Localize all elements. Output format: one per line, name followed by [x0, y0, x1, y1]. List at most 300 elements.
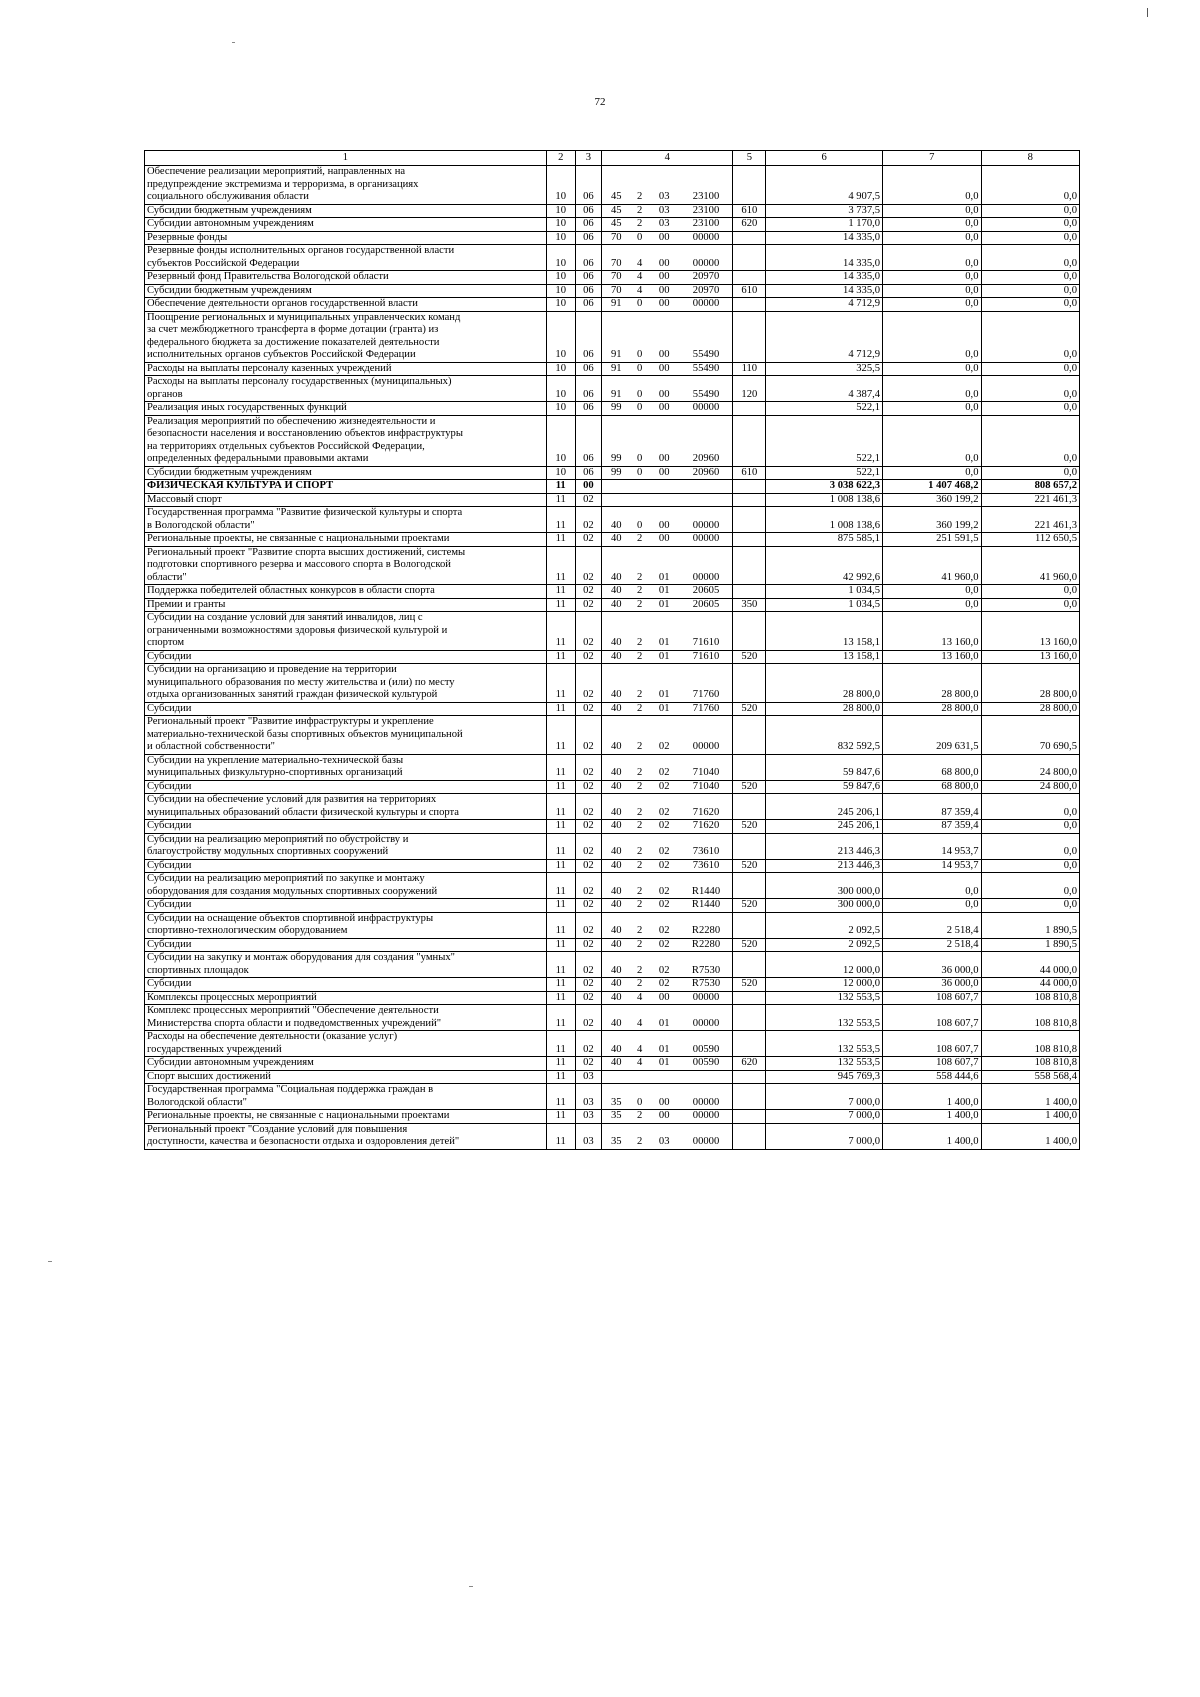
- amount-year-1: 14 335,0: [766, 245, 883, 271]
- amount-year-1: 12 000,0: [766, 978, 883, 992]
- amount-year-3: 1 400,0: [981, 1084, 1080, 1110]
- target-article-program: 40: [602, 650, 631, 664]
- amount-year-2: 0,0: [883, 218, 981, 232]
- amount-year-3: 0,0: [981, 466, 1080, 480]
- section-code: 11: [546, 1110, 575, 1124]
- subsection-code: 06: [575, 376, 602, 402]
- amount-year-1: 875 585,1: [766, 533, 883, 547]
- table-row: [145, 650, 1080, 664]
- table-row: [145, 204, 1080, 218]
- amount-year-3: 0,0: [981, 166, 1080, 205]
- target-article-program: 40: [602, 899, 631, 913]
- target-article-program: 45: [602, 218, 631, 232]
- amount-year-2: 1 400,0: [883, 1110, 981, 1124]
- amount-year-3: 108 810,8: [981, 1057, 1080, 1071]
- amount-year-3: 1 400,0: [981, 1110, 1080, 1124]
- table-row: [145, 1084, 1080, 1110]
- target-article-event: 00: [649, 231, 680, 245]
- row-name: Поощрение региональных и муниципальных управленческих команд за счет межбюджетного трансферта в форме дотации (гранта) из федерального бюджета за достижение показателей деятельности исполнительных органов субъектов Российской Федерации: [145, 311, 547, 362]
- amount-year-1: 325,5: [766, 362, 883, 376]
- amount-year-3: 0,0: [981, 284, 1080, 298]
- table-row: [145, 546, 1080, 585]
- row-name: Реализация мероприятий по обеспечению жизнедеятельности и безопасности населения и восстановлению объектов инфраструктуры на территориях отдельных субъектов Российской Федерации, определенных федеральными правовыми актами: [145, 415, 547, 466]
- target-article-direction: 73610: [680, 859, 733, 873]
- amount-year-1: 42 992,6: [766, 546, 883, 585]
- target-article-direction: 71610: [680, 612, 733, 651]
- amount-year-1: 28 800,0: [766, 702, 883, 716]
- amount-year-3: 24 800,0: [981, 754, 1080, 780]
- table-row: [145, 664, 1080, 703]
- target-article-direction: 00000: [680, 546, 733, 585]
- target-article-program: 40: [602, 507, 631, 533]
- amount-year-2: 87 359,4: [883, 794, 981, 820]
- target-article-program: 40: [602, 1057, 631, 1071]
- section-code: 11: [546, 978, 575, 992]
- target-article-type: [630, 1070, 648, 1084]
- target-article-event: 00: [649, 298, 680, 312]
- target-article-program: 45: [602, 166, 631, 205]
- table-row: [145, 859, 1080, 873]
- table-row: [145, 1123, 1080, 1149]
- section-code: 11: [546, 1084, 575, 1110]
- target-article-program: 40: [602, 978, 631, 992]
- amount-year-1: 213 446,3: [766, 859, 883, 873]
- column-header: 3: [575, 151, 602, 166]
- target-article-event: 02: [649, 859, 680, 873]
- amount-year-2: 360 199,2: [883, 493, 981, 507]
- amount-year-1: 3 038 622,3: [766, 480, 883, 494]
- amount-year-2: 0,0: [883, 873, 981, 899]
- row-name: Государственная программа "Развитие физической культуры и спорта в Вологодской области": [145, 507, 547, 533]
- amount-year-1: 12 000,0: [766, 952, 883, 978]
- expense-type-code: [733, 912, 766, 938]
- row-name: Региональный проект "Развитие инфраструктуры и укрепление материально-технической базы спортивных объектов муниципальной и областной собственности": [145, 716, 547, 755]
- target-article-direction: 71620: [680, 820, 733, 834]
- section-code: 11: [546, 598, 575, 612]
- target-article-event: 03: [649, 218, 680, 232]
- column-header: 2: [546, 151, 575, 166]
- section-code: 11: [546, 1031, 575, 1057]
- amount-year-3: 808 657,2: [981, 480, 1080, 494]
- amount-year-2: 0,0: [883, 466, 981, 480]
- subsection-code: 06: [575, 284, 602, 298]
- expense-type-code: 520: [733, 938, 766, 952]
- row-name: Субсидии бюджетным учреждениям: [145, 284, 547, 298]
- target-article-program: 40: [602, 873, 631, 899]
- subsection-code: 06: [575, 298, 602, 312]
- column-header: 6: [766, 151, 883, 166]
- expense-type-code: 520: [733, 978, 766, 992]
- budget-table-sheet: [144, 150, 1080, 1150]
- target-article-direction: 71040: [680, 780, 733, 794]
- target-article-program: 70: [602, 284, 631, 298]
- amount-year-3: 0,0: [981, 899, 1080, 913]
- amount-year-3: 1 890,5: [981, 912, 1080, 938]
- target-article-program: 40: [602, 612, 631, 651]
- target-article-type: 4: [630, 1057, 648, 1071]
- row-name: Спорт высших достижений: [145, 1070, 547, 1084]
- subsection-code: 02: [575, 664, 602, 703]
- expense-type-code: 110: [733, 362, 766, 376]
- amount-year-3: 0,0: [981, 298, 1080, 312]
- target-article-type: 2: [630, 794, 648, 820]
- expense-type-code: [733, 493, 766, 507]
- target-article-direction: R2280: [680, 938, 733, 952]
- section-code: 11: [546, 938, 575, 952]
- target-article-direction: [680, 1070, 733, 1084]
- target-article-event: 00: [649, 991, 680, 1005]
- expense-type-code: [733, 231, 766, 245]
- target-article-type: 2: [630, 533, 648, 547]
- row-name: Субсидии на закупку и монтаж оборудования для создания "умных" спортивных площадок: [145, 952, 547, 978]
- target-article-event: 01: [649, 650, 680, 664]
- amount-year-3: 0,0: [981, 218, 1080, 232]
- target-article-program: 40: [602, 938, 631, 952]
- subsection-code: 06: [575, 415, 602, 466]
- column-header: 1: [145, 151, 547, 166]
- row-name: Премии и гранты: [145, 598, 547, 612]
- section-code: 10: [546, 271, 575, 285]
- target-article-program: [602, 493, 631, 507]
- amount-year-3: 1 400,0: [981, 1123, 1080, 1149]
- expense-type-code: 620: [733, 1057, 766, 1071]
- table-row: [145, 231, 1080, 245]
- amount-year-2: 14 953,7: [883, 859, 981, 873]
- row-name: Субсидии на реализацию мероприятий по обустройству и благоустройству модульных спортивных сооружений: [145, 833, 547, 859]
- section-code: 10: [546, 402, 575, 416]
- table-row: [145, 702, 1080, 716]
- target-article-direction: 20605: [680, 585, 733, 599]
- section-code: 10: [546, 231, 575, 245]
- table-row: [145, 899, 1080, 913]
- section-code: 11: [546, 650, 575, 664]
- amount-year-2: 0,0: [883, 598, 981, 612]
- target-article-type: 2: [630, 598, 648, 612]
- target-article-type: 2: [630, 1110, 648, 1124]
- scan-mark: [469, 1586, 473, 1587]
- target-article-type: 2: [630, 873, 648, 899]
- target-article-type: 2: [630, 978, 648, 992]
- amount-year-2: 0,0: [883, 376, 981, 402]
- target-article-direction: R1440: [680, 873, 733, 899]
- row-name: Региональный проект "Создание условий для повышения доступности, качества и безопасности отдыха и оздоровления детей": [145, 1123, 547, 1149]
- table-row: [145, 480, 1080, 494]
- amount-year-1: 945 769,3: [766, 1070, 883, 1084]
- target-article-direction: 23100: [680, 218, 733, 232]
- section-code: 11: [546, 780, 575, 794]
- table-row: [145, 311, 1080, 362]
- row-name: Резервный фонд Правительства Вологодской области: [145, 271, 547, 285]
- amount-year-1: 1 034,5: [766, 598, 883, 612]
- target-article-event: 03: [649, 204, 680, 218]
- expense-type-code: 120: [733, 376, 766, 402]
- target-article-program: 91: [602, 362, 631, 376]
- subsection-code: 02: [575, 507, 602, 533]
- table-row: [145, 1070, 1080, 1084]
- amount-year-2: 1 400,0: [883, 1084, 981, 1110]
- amount-year-1: 7 000,0: [766, 1084, 883, 1110]
- target-article-direction: 20970: [680, 284, 733, 298]
- target-article-program: 99: [602, 415, 631, 466]
- target-article-type: 0: [630, 231, 648, 245]
- amount-year-2: 28 800,0: [883, 702, 981, 716]
- target-article-type: 2: [630, 833, 648, 859]
- table-row: [145, 780, 1080, 794]
- amount-year-1: 300 000,0: [766, 873, 883, 899]
- target-article-event: 02: [649, 912, 680, 938]
- scan-mark: [1147, 8, 1148, 17]
- amount-year-2: 0,0: [883, 284, 981, 298]
- target-article-direction: [680, 480, 733, 494]
- subsection-code: 02: [575, 820, 602, 834]
- amount-year-1: 522,1: [766, 466, 883, 480]
- amount-year-2: 0,0: [883, 271, 981, 285]
- target-article-type: 2: [630, 546, 648, 585]
- amount-year-1: 14 335,0: [766, 231, 883, 245]
- subsection-code: 02: [575, 794, 602, 820]
- table-row: [145, 952, 1080, 978]
- row-name: Расходы на обеспечение деятельности (оказание услуг) государственных учреждений: [145, 1031, 547, 1057]
- row-name: Комплексы процессных мероприятий: [145, 991, 547, 1005]
- target-article-type: 0: [630, 402, 648, 416]
- table-row: [145, 466, 1080, 480]
- subsection-code: 02: [575, 899, 602, 913]
- target-article-direction: 71620: [680, 794, 733, 820]
- amount-year-3: 44 000,0: [981, 978, 1080, 992]
- amount-year-1: 522,1: [766, 415, 883, 466]
- amount-year-1: 3 737,5: [766, 204, 883, 218]
- row-name: Резервные фонды исполнительных органов государственной власти субъектов Российской Федерации: [145, 245, 547, 271]
- target-article-event: 02: [649, 873, 680, 899]
- table-row: [145, 754, 1080, 780]
- column-header: 5: [733, 151, 766, 166]
- expense-type-code: [733, 794, 766, 820]
- target-article-program: 45: [602, 204, 631, 218]
- target-article-type: 2: [630, 780, 648, 794]
- target-article-program: 40: [602, 780, 631, 794]
- target-article-program: [602, 1070, 631, 1084]
- target-article-direction: 71760: [680, 664, 733, 703]
- row-name: Субсидии: [145, 702, 547, 716]
- expense-type-code: 620: [733, 218, 766, 232]
- table-row: [145, 507, 1080, 533]
- amount-year-1: 1 034,5: [766, 585, 883, 599]
- subsection-code: 06: [575, 218, 602, 232]
- table-row: [145, 376, 1080, 402]
- target-article-event: 01: [649, 546, 680, 585]
- subsection-code: 03: [575, 1110, 602, 1124]
- expense-type-code: 520: [733, 702, 766, 716]
- subsection-code: 06: [575, 231, 602, 245]
- table-row: [145, 1005, 1080, 1031]
- amount-year-1: 4 907,5: [766, 166, 883, 205]
- target-article-program: 40: [602, 585, 631, 599]
- expense-type-code: 520: [733, 820, 766, 834]
- row-name: Субсидии на обеспечение условий для развития на территориях муниципальных образований области физической культуры и спорта: [145, 794, 547, 820]
- target-article-direction: 00000: [680, 1123, 733, 1149]
- subsection-code: 02: [575, 952, 602, 978]
- target-article-event: 00: [649, 402, 680, 416]
- target-article-direction: 71760: [680, 702, 733, 716]
- row-name: ФИЗИЧЕСКАЯ КУЛЬТУРА И СПОРТ: [145, 480, 547, 494]
- row-name: Комплекс процессных мероприятий "Обеспечение деятельности Министерства спорта области и подведомственных учреждений": [145, 1005, 547, 1031]
- table-row: [145, 1057, 1080, 1071]
- target-article-direction: 71610: [680, 650, 733, 664]
- table-row: [145, 245, 1080, 271]
- row-name: Субсидии на создание условий для занятий инвалидов, лиц с ограниченными возможностями здоровья физической культурой и спортом: [145, 612, 547, 651]
- amount-year-2: 14 953,7: [883, 833, 981, 859]
- amount-year-2: 28 800,0: [883, 664, 981, 703]
- subsection-code: 00: [575, 480, 602, 494]
- section-code: 11: [546, 546, 575, 585]
- amount-year-3: 0,0: [981, 402, 1080, 416]
- amount-year-2: 209 631,5: [883, 716, 981, 755]
- amount-year-1: 132 553,5: [766, 1057, 883, 1071]
- row-name: Субсидии: [145, 859, 547, 873]
- target-article-direction: 00000: [680, 1005, 733, 1031]
- amount-year-1: 28 800,0: [766, 664, 883, 703]
- table-row: [145, 402, 1080, 416]
- target-article-type: 0: [630, 376, 648, 402]
- amount-year-2: 1 407 468,2: [883, 480, 981, 494]
- table-body: [145, 151, 1080, 1150]
- amount-year-3: 24 800,0: [981, 780, 1080, 794]
- table-row: [145, 794, 1080, 820]
- target-article-direction: 00000: [680, 1084, 733, 1110]
- amount-year-1: 245 206,1: [766, 820, 883, 834]
- table-row: [145, 873, 1080, 899]
- target-article-program: 35: [602, 1123, 631, 1149]
- target-article-direction: 00590: [680, 1031, 733, 1057]
- table-row: [145, 598, 1080, 612]
- target-article-direction: R2280: [680, 912, 733, 938]
- table-row: [145, 271, 1080, 285]
- row-name: Региональные проекты, не связанные с национальными проектами: [145, 533, 547, 547]
- amount-year-1: 213 446,3: [766, 833, 883, 859]
- target-article-program: 40: [602, 716, 631, 755]
- target-article-event: 00: [649, 1084, 680, 1110]
- section-code: 10: [546, 298, 575, 312]
- target-article-direction: 00000: [680, 507, 733, 533]
- amount-year-3: 0,0: [981, 820, 1080, 834]
- expense-type-code: 520: [733, 780, 766, 794]
- table-row: [145, 493, 1080, 507]
- amount-year-3: 28 800,0: [981, 702, 1080, 716]
- subsection-code: 02: [575, 585, 602, 599]
- row-name: Субсидии бюджетным учреждениям: [145, 466, 547, 480]
- subsection-code: 02: [575, 873, 602, 899]
- amount-year-2: 0,0: [883, 166, 981, 205]
- expense-type-code: [733, 533, 766, 547]
- amount-year-3: 0,0: [981, 585, 1080, 599]
- section-code: 11: [546, 533, 575, 547]
- target-article-direction: 73610: [680, 833, 733, 859]
- amount-year-2: 108 607,7: [883, 1005, 981, 1031]
- amount-year-3: 0,0: [981, 415, 1080, 466]
- row-name: Субсидии: [145, 899, 547, 913]
- target-article-direction: 55490: [680, 362, 733, 376]
- target-article-event: 01: [649, 612, 680, 651]
- section-code: 10: [546, 204, 575, 218]
- target-article-program: 40: [602, 664, 631, 703]
- target-article-program: 91: [602, 376, 631, 402]
- row-name: Субсидии: [145, 820, 547, 834]
- table-row: [145, 1110, 1080, 1124]
- subsection-code: 03: [575, 1084, 602, 1110]
- subsection-code: 02: [575, 912, 602, 938]
- amount-year-2: 0,0: [883, 204, 981, 218]
- section-code: 11: [546, 833, 575, 859]
- subsection-code: 02: [575, 1005, 602, 1031]
- amount-year-3: 0,0: [981, 859, 1080, 873]
- amount-year-1: 522,1: [766, 402, 883, 416]
- target-article-program: 99: [602, 402, 631, 416]
- target-article-event: 01: [649, 598, 680, 612]
- expense-type-code: 610: [733, 466, 766, 480]
- subsection-code: 02: [575, 1057, 602, 1071]
- subsection-code: 06: [575, 402, 602, 416]
- amount-year-3: 0,0: [981, 362, 1080, 376]
- target-article-type: 4: [630, 1005, 648, 1031]
- row-name: Обеспечение реализации мероприятий, направленных на предупреждение экстремизма и терроризма, в организациях социального обслуживания области: [145, 166, 547, 205]
- amount-year-3: 41 960,0: [981, 546, 1080, 585]
- amount-year-2: 68 800,0: [883, 780, 981, 794]
- amount-year-2: 36 000,0: [883, 978, 981, 992]
- amount-year-1: 4 712,9: [766, 311, 883, 362]
- expense-type-code: [733, 271, 766, 285]
- amount-year-3: 0,0: [981, 598, 1080, 612]
- amount-year-3: 13 160,0: [981, 650, 1080, 664]
- row-name: Субсидии на укрепление материально-технической базы муниципальных физкультурно-спортивных организаций: [145, 754, 547, 780]
- subsection-code: 06: [575, 466, 602, 480]
- target-article-direction: 71040: [680, 754, 733, 780]
- expense-type-code: [733, 1084, 766, 1110]
- target-article-event: 00: [649, 507, 680, 533]
- expense-type-code: [733, 1070, 766, 1084]
- amount-year-2: 0,0: [883, 298, 981, 312]
- target-article-event: 02: [649, 833, 680, 859]
- amount-year-3: 28 800,0: [981, 664, 1080, 703]
- target-article-type: 0: [630, 415, 648, 466]
- table-row: [145, 833, 1080, 859]
- amount-year-3: 1 890,5: [981, 938, 1080, 952]
- target-article-direction: 20970: [680, 271, 733, 285]
- target-article-type: 0: [630, 507, 648, 533]
- expense-type-code: [733, 402, 766, 416]
- amount-year-3: 0,0: [981, 873, 1080, 899]
- section-code: 10: [546, 466, 575, 480]
- target-article-type: 0: [630, 466, 648, 480]
- row-name: Субсидии: [145, 978, 547, 992]
- target-article-program: 40: [602, 1031, 631, 1057]
- target-article-program: 70: [602, 271, 631, 285]
- target-article-program: 40: [602, 1005, 631, 1031]
- target-article-type: 0: [630, 1084, 648, 1110]
- amount-year-1: 245 206,1: [766, 794, 883, 820]
- expense-type-code: [733, 245, 766, 271]
- table-row: [145, 298, 1080, 312]
- target-article-event: 00: [649, 245, 680, 271]
- target-article-type: 4: [630, 991, 648, 1005]
- target-article-type: 2: [630, 754, 648, 780]
- target-article-event: [649, 480, 680, 494]
- expense-type-code: [733, 298, 766, 312]
- amount-year-3: 13 160,0: [981, 612, 1080, 651]
- target-article-event: 03: [649, 1123, 680, 1149]
- target-article-direction: R7530: [680, 952, 733, 978]
- table-row: [145, 362, 1080, 376]
- row-name: Региональный проект "Развитие спорта высших достижений, системы подготовки спортивного резерва и массового спорта в Вологодской области": [145, 546, 547, 585]
